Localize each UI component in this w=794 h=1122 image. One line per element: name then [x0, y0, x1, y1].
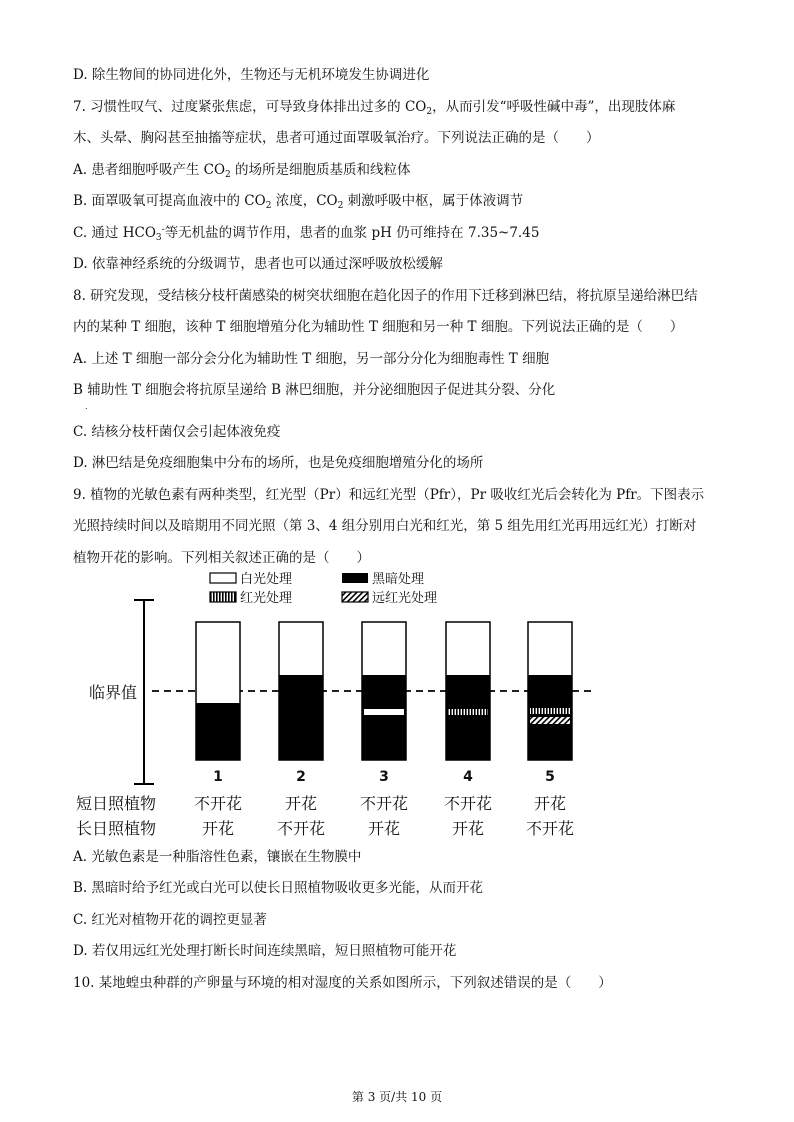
- option-d-line: D. 除生物间的协同进化外，生物还与无机环境发生协调进化: [73, 67, 430, 83]
- bar-5: [528, 622, 572, 760]
- bar-2: [279, 622, 323, 760]
- legend: [210, 571, 437, 606]
- q7-text: 的场所是细胞质基质和线粒体: [230, 162, 411, 178]
- subscript: 2: [426, 107, 433, 117]
- q9-stem-line1: 9. 植物的光敏色素有两种类型，红光型（Pr）和远红光型（Pfr），Pr 吸收红光后会转化为 Pfr。下图表示: [73, 487, 705, 503]
- row-label-short-day: 短日照植物: [76, 794, 157, 813]
- q9-option-a: A. 光敏色素是一种脂溶性色素，镶嵌在生物膜中: [73, 849, 362, 865]
- subscript: 2: [225, 170, 231, 180]
- q7-stem-line1: [73, 98, 675, 116]
- stray-dot: .: [85, 402, 88, 411]
- group-label-5: 5: [545, 769, 555, 785]
- q9-option-b: B. 黑暗时给予红光或白光可以使长日照植物吸收更多光能，从而开花: [73, 880, 484, 896]
- q9-option-c: C. 红光对植物开花的调控更显著: [73, 912, 267, 928]
- page-footer: 第 3 页/共 10 页: [351, 1090, 443, 1104]
- outcome-short-1: 不开花: [193, 794, 243, 813]
- legend-red-label: 红光处理: [240, 591, 293, 606]
- row-label-long-day: 长日照植物: [76, 819, 157, 838]
- outcome-short-5: 开花: [533, 794, 567, 813]
- q7-text: 等无机盐的调节作用，患者的血浆 pH 仍可维持在 7.35~7.45: [164, 225, 540, 241]
- subscript: 2: [337, 201, 344, 211]
- q7-text: 浓度，CO: [271, 193, 338, 209]
- q8-option-b: B 辅助性 T 细胞会将抗原呈递给 B 淋巴细胞，并分泌细胞因子促进其分裂、分化: [73, 382, 556, 398]
- bar-4: [446, 622, 490, 760]
- outcome-long-2: 不开花: [276, 819, 326, 838]
- photoperiod-figure: [72, 565, 602, 840]
- q9-stem-line3: 植物开花的影响。下列相关叙述正确的是（ ）: [73, 550, 370, 566]
- outcome-short-2: 开花: [284, 794, 318, 813]
- legend-dark-swatch: [342, 573, 368, 583]
- q9-stem-line2: 光照持续时间以及暗期用不同光照（第 3、4 组分别用白光和红光，第 5 组先用红光再用远红光）打断对: [73, 518, 697, 534]
- q7-text: 刺激呼吸中枢，属于体液调节: [343, 193, 524, 209]
- q8-stem-line2: 内的某种 T 细胞，该种 T 细胞增殖分化为辅助性 T 细胞和另一种 T 细胞。下列说法正确的是（ ）: [73, 319, 684, 335]
- q7-option-d: D. 依靠神经系统的分级调节，患者也可以通过深呼吸放松缓解: [73, 256, 443, 272]
- outcome-long-3: 开花: [367, 819, 401, 838]
- bar-1: [196, 622, 240, 760]
- legend-far-red-label: 远红光处理: [372, 591, 438, 606]
- superscript: -: [161, 225, 165, 235]
- legend-white-swatch: [210, 573, 236, 583]
- q8-option-a: A. 上述 T 细胞一部分会分化为辅助性 T 细胞，另一部分分化为细胞毒性 T 细胞: [73, 351, 550, 367]
- legend-red-swatch: [210, 592, 236, 602]
- q7-option-a: [73, 161, 411, 179]
- q10-stem: 10. 某地蝗虫种群的产卵量与环境的相对湿度的关系如图所示，下列叙述错误的是（ ）: [73, 975, 612, 991]
- legend-white-label: 白光处理: [240, 572, 293, 587]
- q7-stem-line2: 木、头晕、胸闷甚至抽搐等症状，患者可通过面罩吸氧治疗。下列说法正确的是（ ）: [73, 130, 600, 146]
- outcome-long-4: 开花: [451, 819, 485, 838]
- group-label-4: 4: [463, 769, 473, 785]
- subscript: 3: [155, 233, 162, 243]
- legend-dark-label: 黑暗处理: [372, 572, 425, 587]
- group-label-1: 1: [213, 769, 223, 785]
- q9-option-d: D. 若仅用远红光处理打断长时间连续黑暗，短日照植物可能开花: [73, 943, 457, 959]
- q7-text: A. 患者细胞呼吸产生 CO: [73, 162, 226, 178]
- q8-option-c: C. 结核分枝杆菌仅会引起体液免疫: [73, 424, 281, 440]
- group-label-2: 2: [296, 769, 306, 785]
- q7-option-b: [73, 192, 523, 210]
- q7-text: ，从而引发“呼吸性碱中毒”，出现肢体麻: [432, 99, 676, 115]
- q8-option-d: D. 淋巴结是免疫细胞集中分布的场所，也是免疫细胞增殖分化的场所: [73, 455, 484, 471]
- threshold-label: 临界值: [89, 683, 138, 702]
- outcome-long-5: 不开花: [525, 819, 575, 838]
- bar-3: [362, 622, 406, 760]
- outcome-long-1: 开花: [201, 819, 235, 838]
- q7-text: B. 面罩吸氧可提高血液中的 CO: [73, 193, 266, 209]
- outcome-short-4: 不开花: [443, 794, 493, 813]
- group-label-3: 3: [379, 769, 389, 785]
- subscript: 2: [265, 201, 272, 211]
- q7-text: 7. 习惯性叹气、过度紧张焦虑，可导致身体排出过多的 CO: [73, 99, 427, 115]
- outcome-short-3: 不开花: [359, 794, 409, 813]
- q7-text: C. 通过 HCO: [73, 225, 156, 241]
- q8-stem-line1: 8. 研究发现，受结核分枝杆菌感染的树突状细胞在趋化因子的作用下迁移到淋巴结，将抗原呈递给淋巴结: [73, 288, 698, 304]
- q7-option-c: [73, 224, 539, 242]
- legend-far-red-swatch: [342, 592, 368, 602]
